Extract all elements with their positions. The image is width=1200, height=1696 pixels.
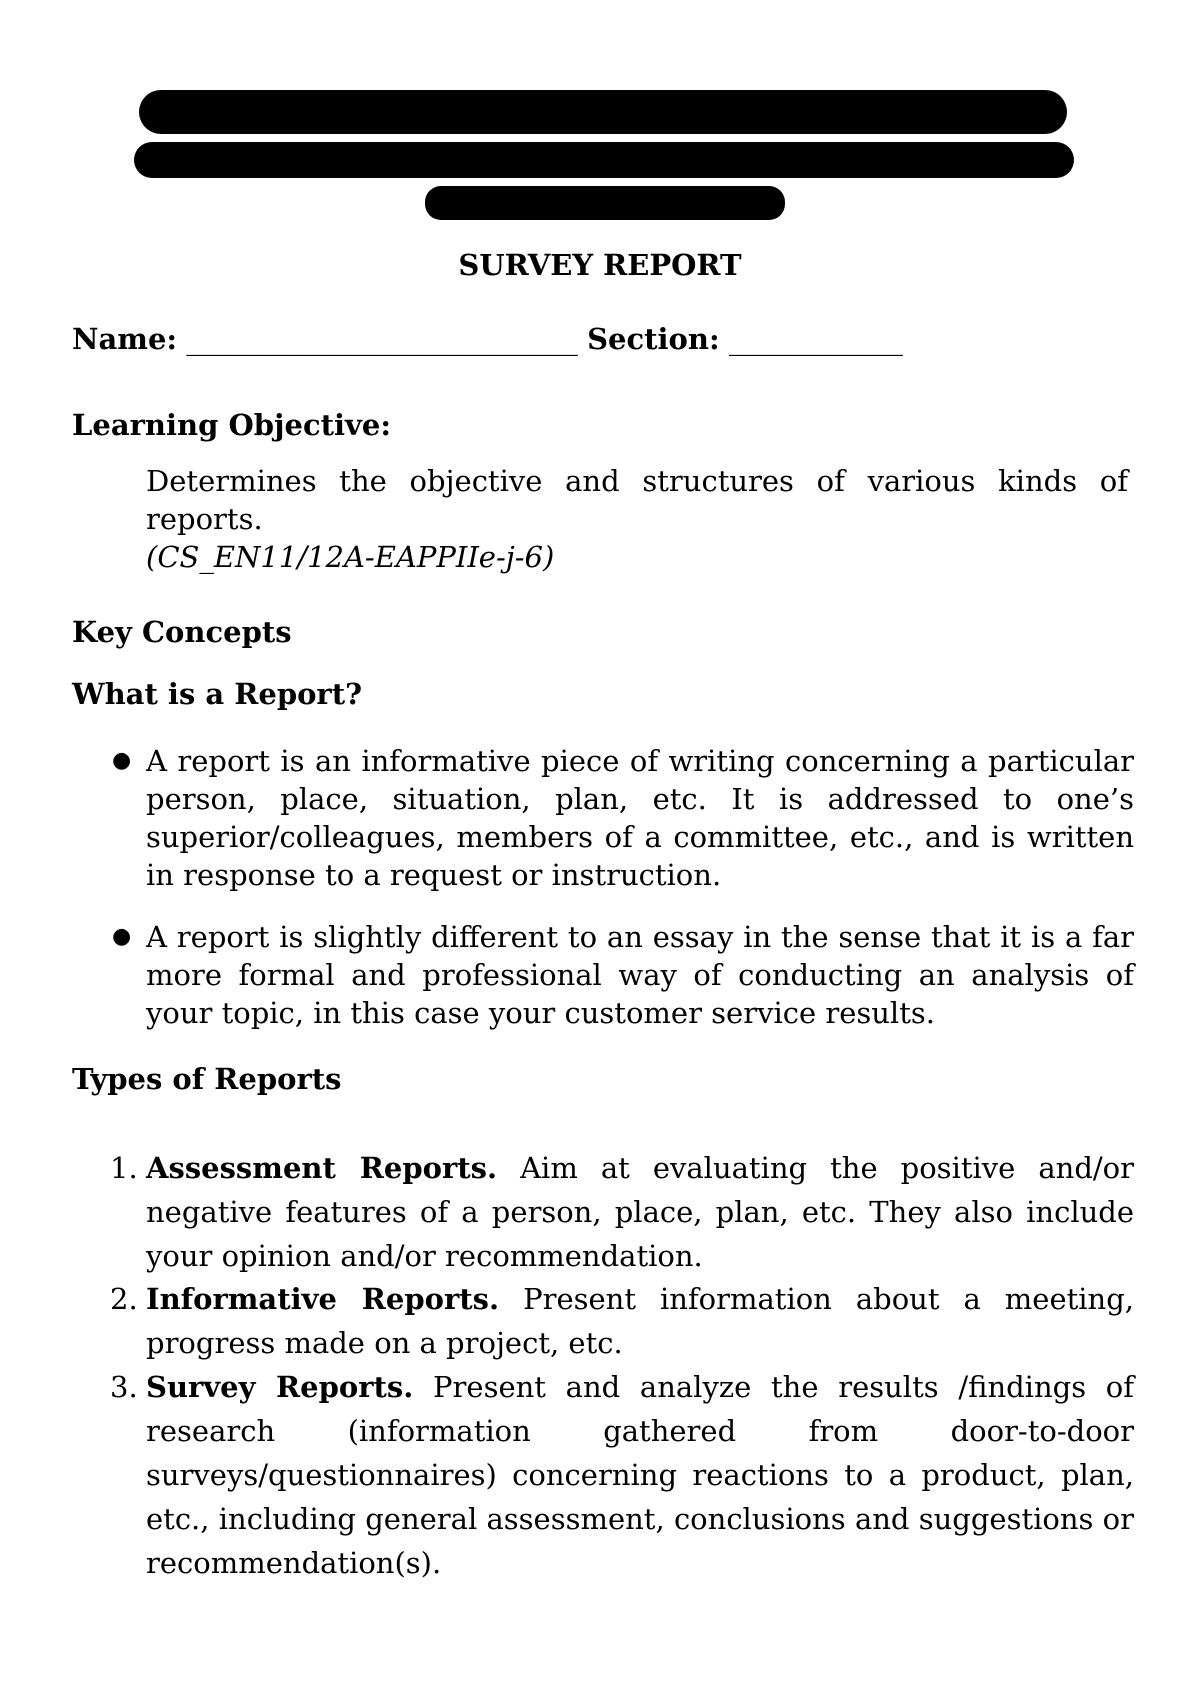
list-item [146,1365,1134,1585]
report-type-description: Present and analyze the results /findings of research (information gathered from door-to-door surveys/questionnaires) concerning reactions to a product, plan, etc., including general assessment, conclusions and suggestions or recommendation(s). [146,1370,1134,1580]
list-item [146,1277,1134,1365]
types-of-reports-heading: Types of Reports [72,1062,342,1096]
learning-objective-text: Determines the objective and structures of various kinds of reports. [146,464,1128,536]
list-item [146,1146,1134,1278]
bullet-item: A report is slightly different to an essay in the sense that it is a far more formal and professional way of conducting an analysis of your topic, in this case your customer service results. [146,920,1134,1030]
redacted-header-line-2 [134,142,1074,178]
list-number: 1. [110,1151,138,1185]
section-blank: ____________ [728,322,903,356]
report-type-description: Present information about a meeting, progress made on a project, etc. [146,1282,1134,1360]
redacted-header-line-3 [425,186,785,220]
report-type-description: Aim at evaluating the positive and/or negative features of a person, place, plan, etc. They also include your opinion and/or recommendation. [146,1151,1134,1273]
name-blank: ___________________________ [186,322,578,356]
document-title: SURVEY REPORT [458,248,742,282]
learning-objective-heading: Learning Objective: [72,408,392,442]
report-type-term: Assessment Reports. [146,1151,498,1185]
section-label: Section: [587,322,720,356]
report-type-term: Survey Reports. [146,1370,414,1404]
what-is-report-heading: What is a Report? [72,677,363,711]
redacted-header-line-1 [139,90,1067,134]
bullet-item: A report is an informative piece of writing concerning a particular person, place, situation, plan, etc. It is addressed to one’s superior/colleagues, members of a committee, etc., and is written in response to a request or instruction. [146,744,1134,892]
name-label: Name: [72,322,178,356]
name-section-line [72,322,903,356]
list-number: 3. [110,1370,138,1404]
key-concepts-heading: Key Concepts [72,615,292,649]
list-number: 2. [110,1282,138,1316]
learning-objective-code: (CS_EN11/12A-EAPPIIe-j-6) [146,540,555,574]
bullet-icon: ● [112,924,132,949]
report-type-term: Informative Reports. [146,1282,500,1316]
bullet-icon: ● [112,748,132,773]
